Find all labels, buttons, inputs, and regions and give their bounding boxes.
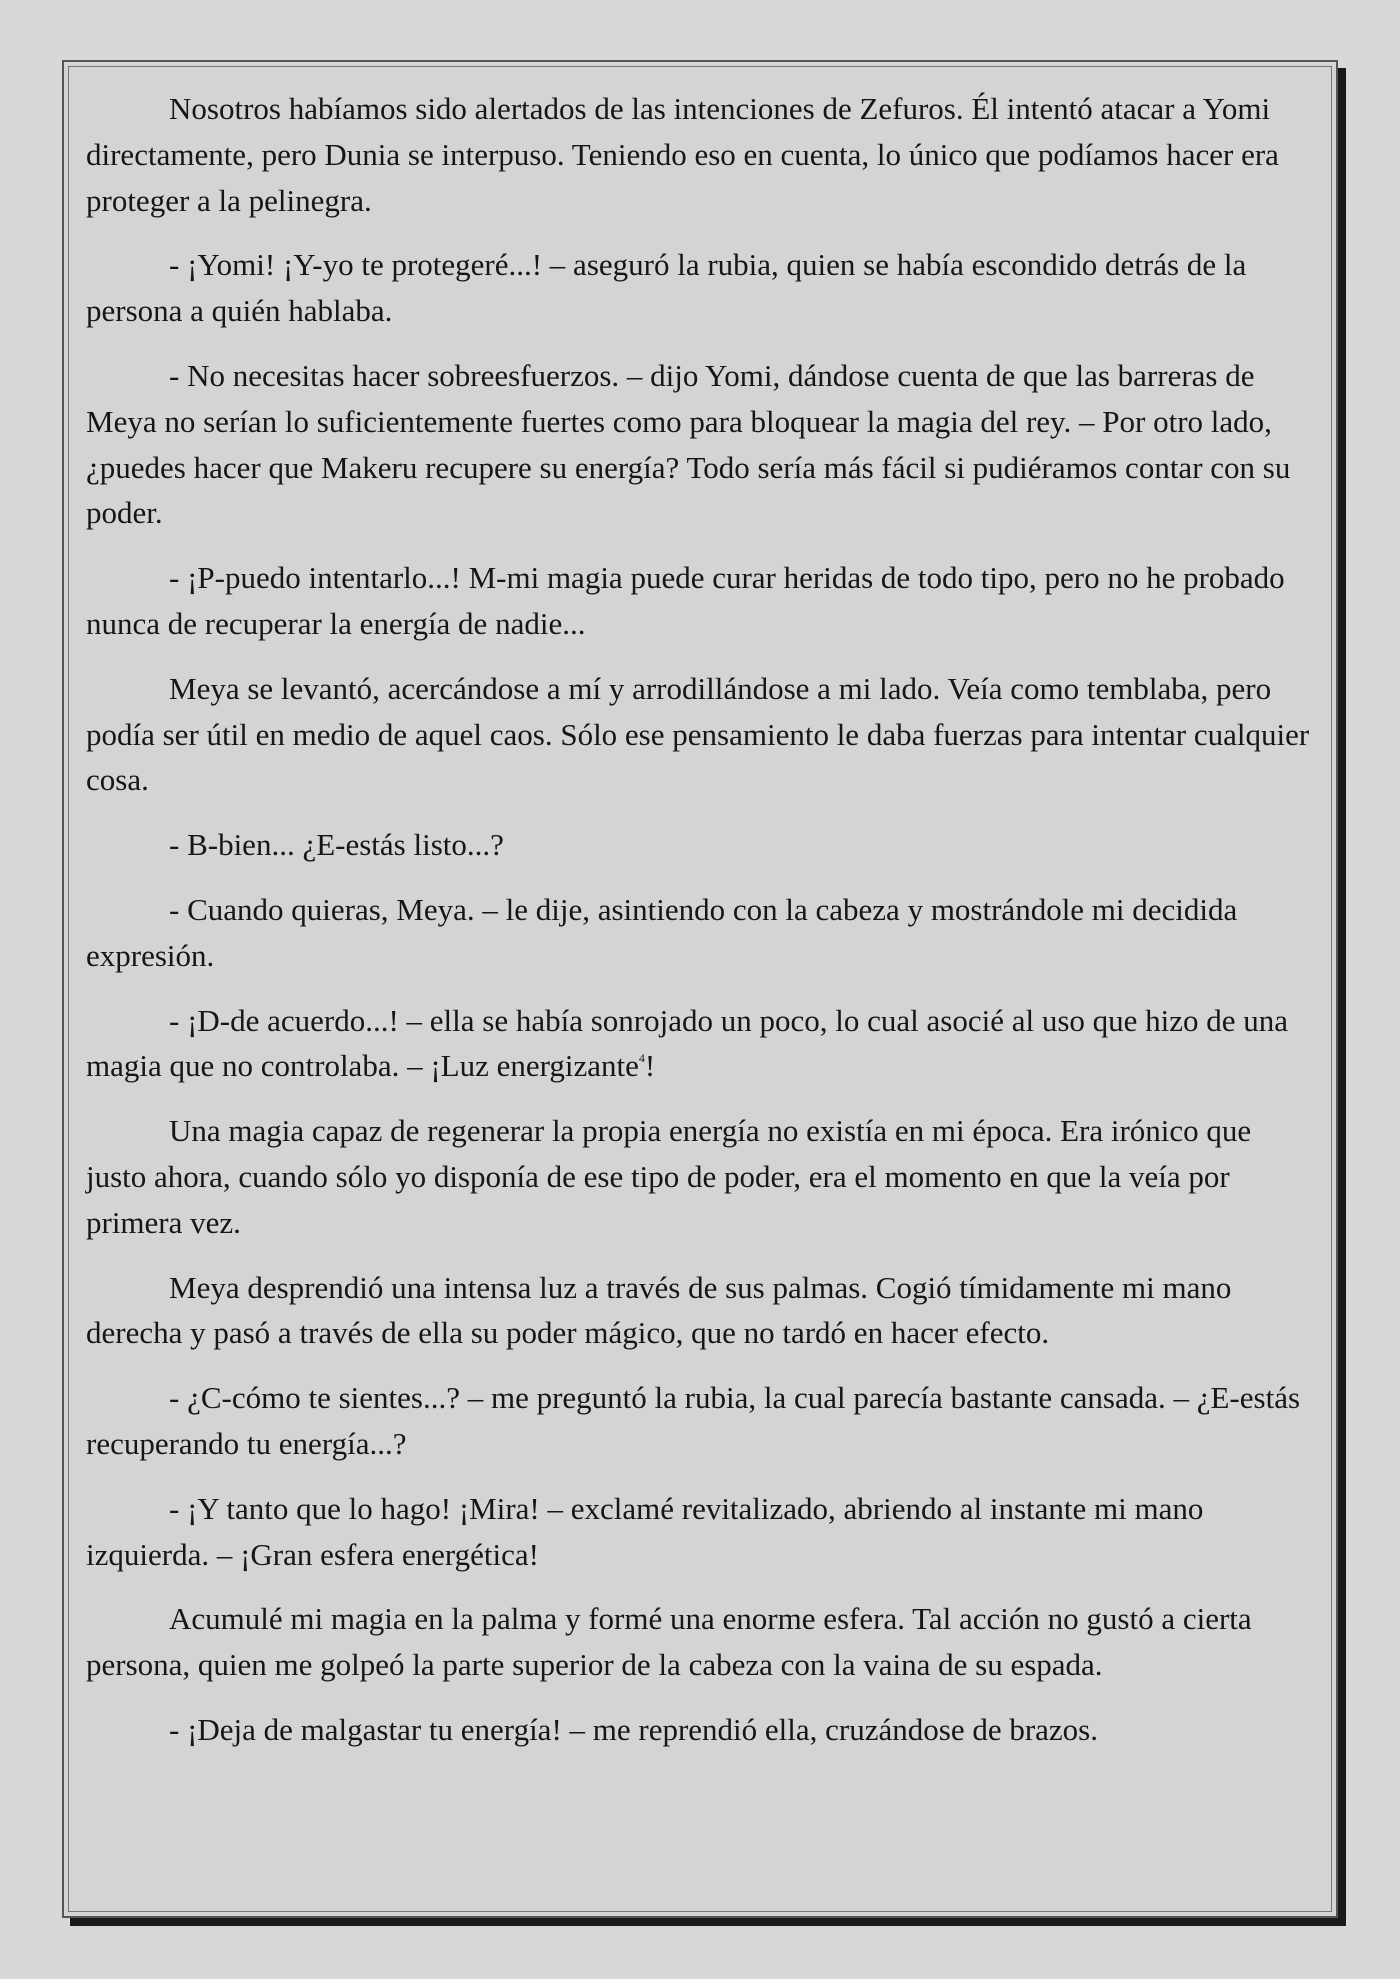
paragraph: - B-bien... ¿E-estás listo...? [169, 827, 504, 863]
paragraph: - ¡P-puedo intentarlo...! M-mi magia puede curar heridas de todo tipo, pero no he probado nunca de recuperar la energía de nadie... [86, 560, 1285, 641]
paragraph: - No necesitas hacer sobreesfuerzos. – dijo Yomi, dándose cuenta de que las barreras de Meya no serían lo suficientemente fuertes como para bloquear la magia del rey. – Por otro lado, ¿puedes hacer que Makeru recupere su energía? Todo sería más fácil si pudiéramos contar con su poder. [86, 357, 1291, 531]
paragraph: Acumulé mi magia en la palma y formé una enorme esfera. Tal acción no gustó a cierta persona, quien me golpeó la parte superior de la cabeza con la vaina de su espada. [86, 1601, 1252, 1683]
paragraph: Meya desprendió una intensa luz a través de sus palmas. Cogió tímidamente mi mano derecha y pasó a través de ella su poder mágico, que no tardó en hacer efecto. [86, 1269, 1232, 1351]
paragraph-text: - ¡D-de acuerdo...! – ella se había sonrojado un poco, lo cual asocié al uso que hizo de una magia que no controlaba. – ¡Luz energizante [86, 1002, 1289, 1084]
paragraph: - Cuando quieras, Meya. – le dije, asintiendo con la cabeza y mostrándole mi decidida expresión. [86, 891, 1238, 973]
paragraph: Nosotros habíamos sido alertados de las intenciones de Zefuros. Él intentó atacar a Yomi directamente, pero Dunia se interpuso. Teniendo eso en cuenta, lo único que podíamos hacer era proteger a la pelinegra. [86, 91, 1279, 218]
paragraph: Meya se levantó, acercándose a mí y arrodillándose a mi lado. Veía como temblaba, pero podía ser útil en medio de aquel caos. Sólo ese pensamiento le daba fuerzas para intentar cualquier cosa. [86, 670, 1310, 798]
paragraph: - ¡Y tanto que lo hago! ¡Mira! – exclamé revitalizado, abriendo al instante mi mano izquierda. – ¡Gran esfera energética! [86, 1490, 1204, 1572]
page-frame [62, 60, 1338, 1918]
text-body [86, 86, 1318, 1772]
paragraph-with-footnote [86, 998, 1318, 1090]
paragraph-text-end: ! [644, 1048, 656, 1084]
paragraph: Una magia capaz de regenerar la propia energía no existía en mi época. Era irónico que justo ahora, cuando sólo yo disponía de ese tipo de poder, era el momento en que la veía por primera vez. [86, 1113, 1252, 1240]
paragraph: - ¡Yomi! ¡Y-yo te protegeré...! – aseguró la rubia, quien se había escondido detrás de la persona a quién hablaba. [86, 247, 1247, 329]
paragraph: - ¿C-cómo te sientes...? – me preguntó la rubia, la cual parecía bastante cansada. – ¿E-estás recuperando tu energía...? [86, 1380, 1301, 1461]
paragraph: - ¡Deja de malgastar tu energía! – me reprendió ella, cruzándose de brazos. [169, 1711, 1099, 1747]
footnote-marker[interactable]: 4 [638, 1051, 645, 1066]
